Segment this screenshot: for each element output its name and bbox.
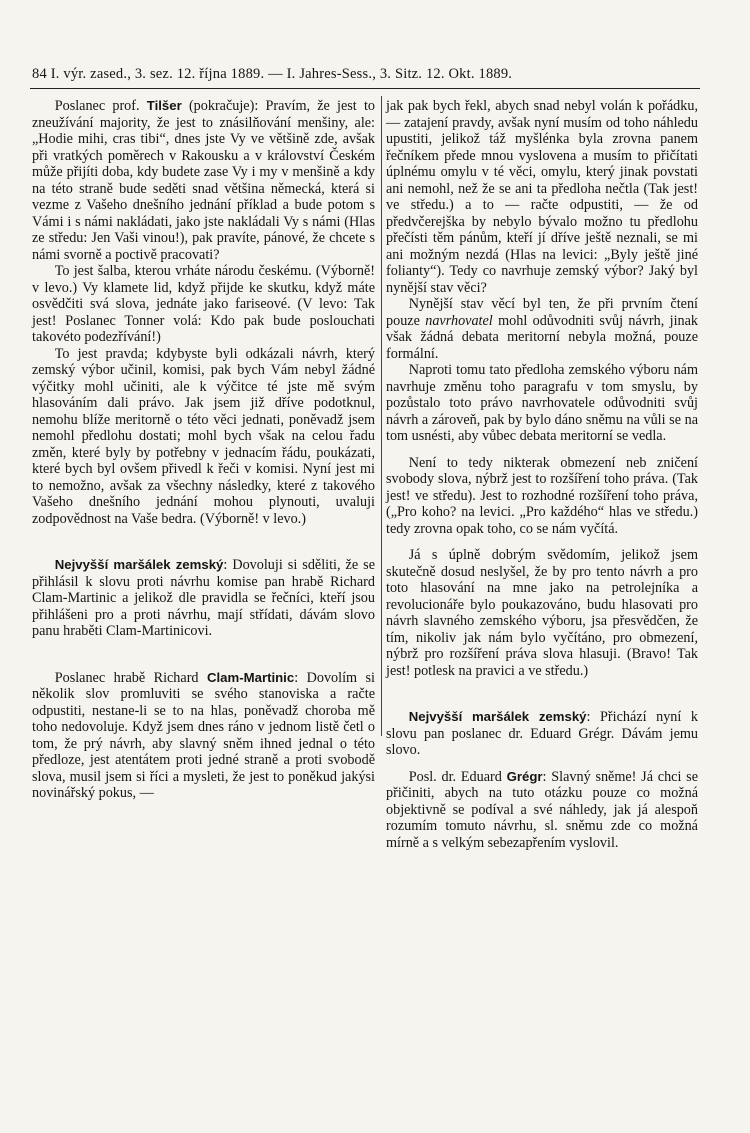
paragraph-gregr: Posl. dr. Eduard Grégr: Slavný sněme! Já chci se přičiniti, abych na tuto otázku pouze co možná objektivně se podíval a své náhledy, jak já alespoň rozumím tomuto návrhu, sl. sněmu zde co možná mírně a s velkým sebezapřením vyslovil.	[386, 768, 699, 851]
paragraph: jak pak bych řekl, abych snad nebyl volán k pořádku, — zatajení pravdy, avšak nyní musím od toho náhledu upustiti, jelikož táž myšlénka byla zrovna panem řečníkem přede mnou vyslovena a musím to přičítati úplnému omylu v té věci, omylu, který jinak povstati ani nemohl, než že se ani ta předloha nečtla (Tak jest! ve středu.) a to — račte odpustiti, — že od předvčerejška by nebylo bývalo možno tu předlohu přečísti těm pánům, kteří jí dříve ještě neznali, se mi ani možným nezdá (Hlas na levici: „Byly ještě jiné folianty“). Tedy co navrhuje zemský výbor? Jaký byl nynější stav věci?	[386, 98, 698, 296]
speaker-name: Nejvyšší maršálek zemský	[54, 557, 224, 572]
speaker-name: Nejvyšší maršálek zemský	[408, 709, 587, 724]
paragraph: To jest šalba, kterou vrháte národu českému. (Výborně! v levo.) Vy klamete lid, když přijde ke skutku, když máte osvědčiti svá slova, jednáte jako fariseové. (V levo: Tak jest! Poslanec Tonner volá: Kdo pak bude poslouchati takovéto podezřívání!)	[32, 263, 375, 345]
paragraph-marshal: Nejvyšší maršálek zemský: Dovoluji si sděliti, že se přihlásil k slovu proti návrhu komise pan hrabě Richard Clam-Martinic a jelikož dle pravidla se řečníci, kteří jsou přihlášeni pro a proti návrhu, mají střídati, dávám slovo panu hraběti Clam-Martinicovi.	[32, 557, 375, 639]
page-header: 84 I. výr. zased., 3. sez. 12. října 1889. — I. Jahres-Sess., 3. Sitz. 12. Okt. 1889.	[32, 66, 513, 82]
paragraph-marshal: Nejvyšší maršálek zemský: Přichází nyní k slovu pan poslanec dr. Eduard Grégr. Dávám jemu slovo.	[386, 709, 698, 758]
header-rule	[30, 88, 700, 89]
left-column	[32, 98, 375, 802]
speaker-name: Tilšer	[146, 98, 182, 113]
speaker-name: Grégr	[506, 768, 543, 784]
paragraph-clam-martinic: Poslanec hrabě Richard Clam-Martinic: Dovolím si několik slov promluviti se svého stanoviska a račte odpustiti, nestane-li se to na hlas, poněvadž choroba mě toho nedovoluje. Když jsem dnes ráno v jednom listě četl o tom, že prý návrh, aby slavný sněm ihned jednal o této předloze, jest atentátem proti jedné straně a proti svobodě slova, musil jsem si říci a mysleti, že jest to poněkud jakýsi novinářský pokus, —	[32, 669, 375, 801]
right-column	[386, 98, 698, 851]
paragraph: Já s úplně dobrým svědomím, jelikož jsem skutečně dosud neslyšel, že by pro tento návrh a pro toto hlasování na mne jako na petrolejníka a revolucionáře bylo poukazováno, budu hlasovati pro návrh slavného zemského výboru, jsa přesvědčen, že tím, nikoliv jak nám bylo vyčítáno, pro obmezení, nýbrž pro rozšíření práva slova hlasuji. (Bravo! Tak jest! potlesk na pravici a ve středu.)	[386, 547, 698, 679]
column-divider	[381, 96, 382, 736]
speaker-name: Clam-Martinic	[206, 669, 295, 685]
paragraph: Není to tedy nikterak obmezení neb zničení svobody slova, nýbrž jest to rozšíření toho práva. (Tak jest! ve středu). Jest to rozhodné rozšíření toho práva, („Pro koho? na levici. „Pro každého“ hlas ve středu.) tedy zrovna opak toho, co se nám vyčítá.	[386, 454, 698, 537]
paragraph: Naproti tomu tato předloha zemského výboru nám navrhuje změnu toho paragrafu v tom smyslu, by pozůstalo toto právo navrhovatele odůvodniti svůj návrh a zároveň, pak by bylo dáno sněmu na vůli se na tom usnésti, aby vůbec debata meritorní se vedla.	[386, 362, 698, 444]
paragraph: To jest pravda; kdybyste byli odkázali návrh, který zemský výbor učinil, komisi, pak bych Vám nebyl žádné výčitky mohl učiniti, ale k výčitce té jste mě svým hlasováním dali právo. Jak jsem již dříve podotknul, nemohu blíže meritorně o této věci jednati, poněvadž jsem nemohl předlohu dostati; mohl bych však na celou řadu změn, které byly by potřebny v jednacím řádu, poukázati, které bych byl ovšem přivedl k řeči v komisi. Nyní jest mi to nemožno, avšak za všechny následky, které z takového Vašeho dnešního jednání mohou plynouti, uvaluji zodpovědnost na Vaše bedra. (Výborně! v levo.)	[32, 345, 375, 527]
italic-term: navrhovatel	[425, 312, 493, 329]
paragraph-tilser-speech: Poslanec prof. Tilšer (pokračuje): Pravím, že jest to zneužívání majority, že jest to znásilňování menšiny, ale: „Hodie mihi, cras tibi“, dnes jste Vy ve většině zde, avšak při vratkých poměrech v Rakousku a v království Českém může přijíti doba, kdy budete zase Vy i my v menšině a kdy na této straně bude seděti snad většina německá, která si vezme z Vašeho dnešního jednání příklad a bude potom s Vámi i s námi nakládati, jako jste nakládali Vy s námi (Hlas ze středu: Jen Vaši vinou!), pak pravíte, pánové, že chcete s námi svorně a poctivě pracovati?	[32, 98, 376, 263]
paragraph: Nynější stav věcí byl ten, že při prvním čtení pouze navrhovatel mohl odůvodniti svůj návrh, jinak však žádná debata meritorní nebyla možná, pouze formální.	[386, 296, 698, 362]
